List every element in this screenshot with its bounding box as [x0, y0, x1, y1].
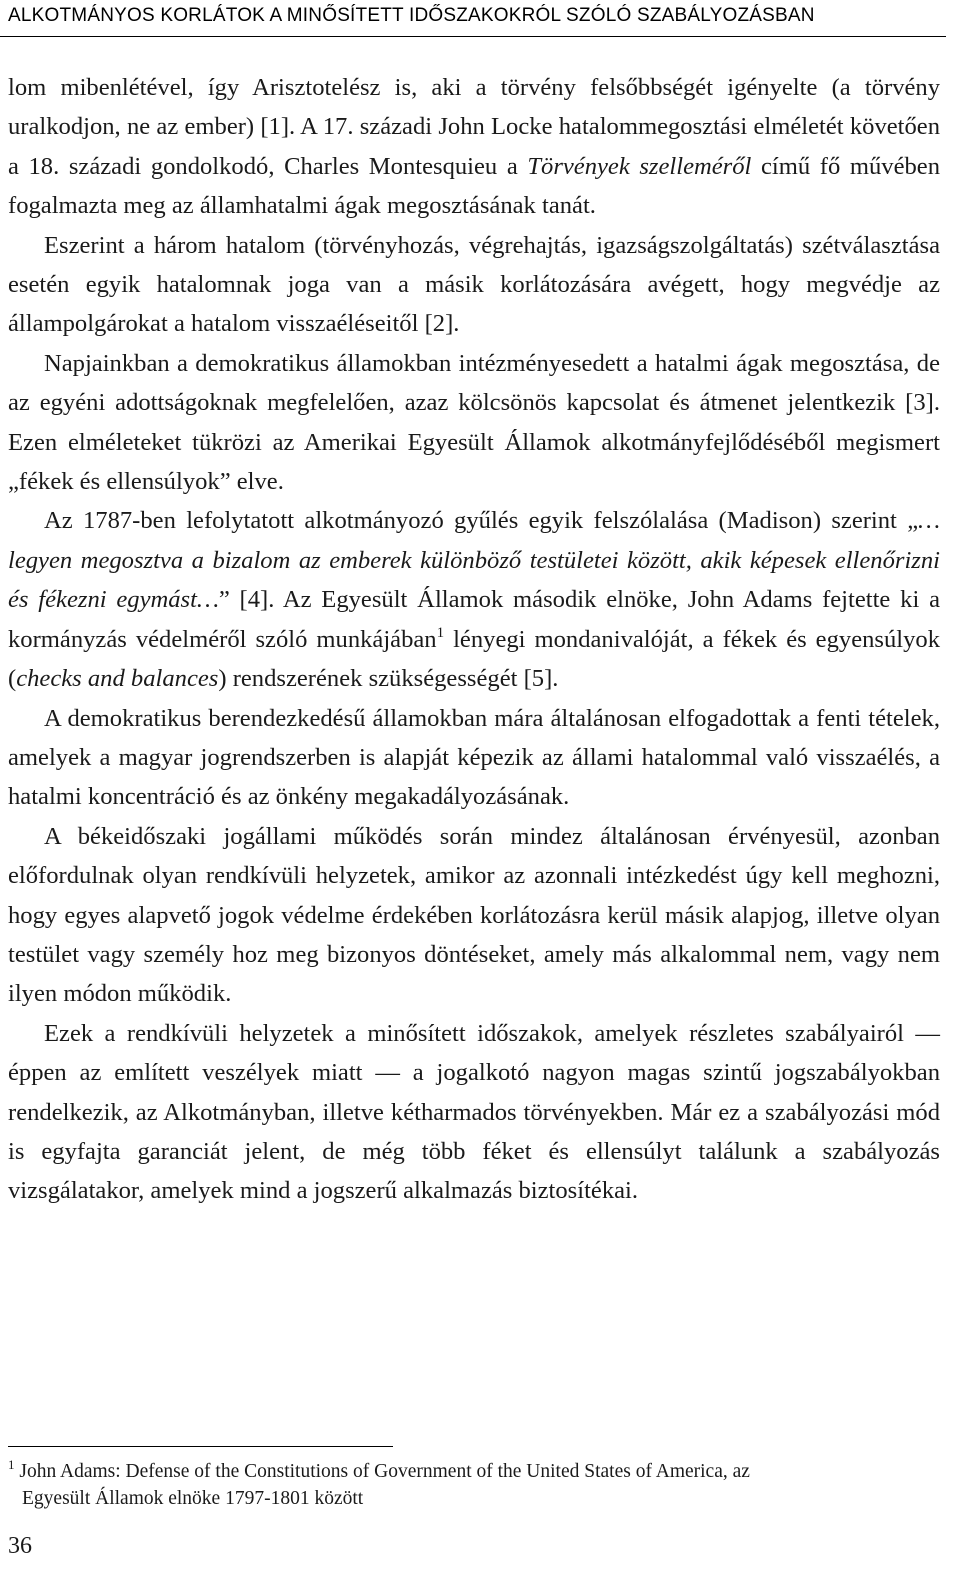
p4-quote: …legyen megosztva a bizalom az emberek különböző testületei között, akik képesek ellenőrizni és fékezni egymást…	[8, 507, 940, 614]
paragraph-7: Ezek a rendkívüli helyzetek a minősített időszakok, amelyek részletes szabályairól — éppen az említett veszélyek miatt — a jogalkotó nagyon magas szintű jogszabályokban rendelkezik, az Alkotmányban, illetve kétharmados törvényekben. Már ez a szabályozási mód is egyfajta garanciát jelent, de még több féket és ellensúlyt találunk a szabályozás vizsgálatakor, amelyek mind a jogszerű alkalmazás biztosítékai.	[8, 1019, 940, 1205]
paragraph-5: A demokratikus berendezkedésű államokban mára általánosan elfogadottak a fenti tételek, amelyek a magyar jogrendszerben is alapját képezik az állami hatalommal való visszaélés, a hatalmi koncentráció és az önkény megakadályozásának.	[8, 704, 940, 811]
footnote-rule	[8, 1446, 393, 1447]
p1-book-title: Törvények szelleméről	[527, 152, 752, 180]
paragraph-6: A békeidőszaki jogállami működés során mindez általánosan érvényesül, azonban előfordulnak olyan rendkívüli helyzetek, amikor az azonnali intézkedést úgy kell meghozni, hogy egyes alapvető jogok védelme érdekében korlátozásra kerül másik alapjog, illetve olyan testület vagy személy hoz meg bizonyos döntéseket, amely más alkalommal nem, vagy nem ilyen módon működik.	[8, 822, 940, 1008]
paragraph-3: Napjainkban a demokratikus államokban intézményesedett a hatalmi ágak megosztása, de az egyéni adottságoknak megfelelően, azaz kölcsönös kapcsolat és átmenet jelentkezik [3]. Ezen elméleteket tükrözi az Amerikai Egyesült Államok alkotmányfejlődéséből megismert „fékek és ellensúlyok” elve.	[8, 349, 940, 496]
footnote-reference[interactable]: 1	[436, 624, 445, 641]
running-header: ALKOTMÁNYOS KORLÁTOK A MINŐSÍTETT IDŐSZAKOKRÓL SZÓLÓ SZABÁLYOZÁSBAN	[8, 5, 815, 26]
paragraph-1	[8, 68, 940, 226]
p4-text-mid2: lényegi mondanivalóját, a fékek és egyensúlyok (	[8, 625, 940, 693]
p1-text: lom mibenlétével, így Arisztotelész is, aki a törvény felsőbbségét igényelte (a törvény uralkodjon, ne az ember) [1]. A 17. századi John Locke hatalommegosztási elméletét követően a 18. századi gondolkodó, Charles Montesquieu a	[8, 74, 940, 180]
p4-text-mid: ” [4]. Az Egyesült Államok második elnöke, John Adams fejtette ki a kormányzás védelméről szóló munkájában	[8, 586, 940, 653]
p4-text: Az 1787-ben lefolytatott alkotmányozó gyűlés egyik felszólalása (Madison) szerint „	[44, 507, 919, 535]
paragraph-2: Eszerint a három hatalom (törvényhozás, végrehajtás, igazságszolgáltatás) szétválasztása esetén egyik hatalomnak joga van a másik korlátozására avégett, hogy megvédje az állampolgárokat a hatalom visszaéléseitől [2].	[8, 231, 940, 338]
p1-text-end: című fő művében fogalmazta meg az államhatalmi ágak megosztásának tanát.	[8, 152, 940, 220]
p4-text-end: ) rendszerének szükségességét [5].	[218, 665, 559, 693]
footnote	[8, 1458, 940, 1512]
paragraph-4	[8, 501, 940, 698]
footnote-line-1: John Adams: Defense of the Constitutions of Government of the United States of America, az	[19, 1461, 750, 1482]
page-number: 36	[8, 1533, 32, 1559]
body-text	[8, 68, 940, 1211]
footnote-number: 1	[8, 1457, 15, 1472]
header-rule	[0, 36, 946, 37]
footnote-line-2: Egyesült Államok elnöke 1797-1801 között	[22, 1488, 364, 1509]
p4-term: checks and balances	[16, 665, 219, 693]
